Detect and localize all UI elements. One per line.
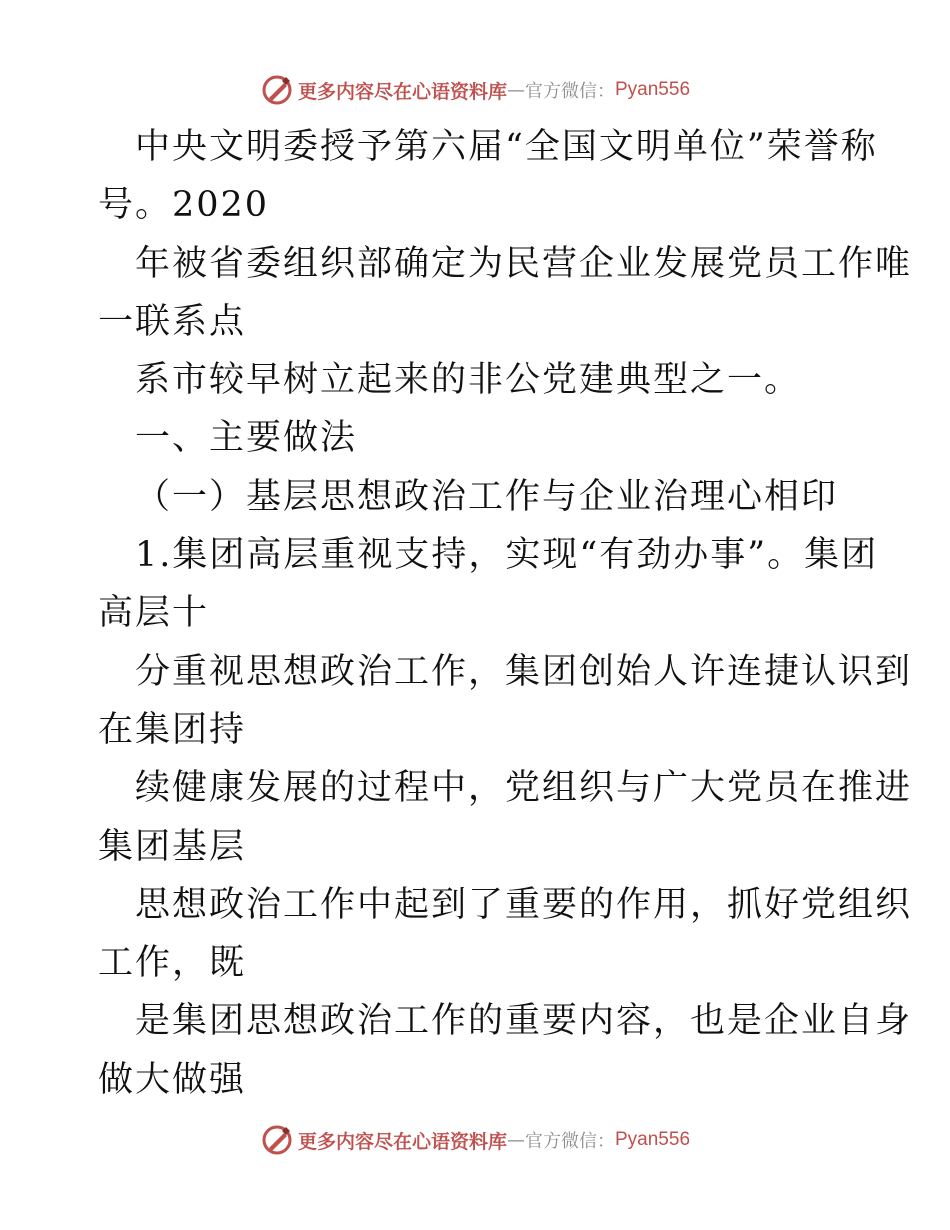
text-line: 工作，既	[98, 943, 247, 984]
banner-main-text: 更多内容尽在心语资料库	[297, 80, 507, 103]
banner-dash: —	[507, 1129, 525, 1151]
section-heading: 一、主要做法	[135, 418, 358, 459]
text-line: 集团基层	[98, 826, 247, 867]
text-line: 中央文明委授予第六届“全国文明单位”荣誉称	[135, 127, 878, 167]
text-line: 号。2020	[98, 185, 270, 226]
banner-wechat-id: Pyan556	[615, 79, 691, 100]
banner-label: 官方微信：	[525, 1131, 615, 1152]
text-line: 做大做强	[98, 1059, 247, 1100]
pen-seal-icon	[260, 1123, 294, 1157]
banner-dash: —	[507, 79, 525, 101]
subsection-heading: （一）基层思想政治工作与企业治理心相印	[135, 476, 839, 517]
text-line: 续健康发展的过程中，党组织与广大党员在推进	[135, 768, 913, 809]
text-line: 一联系点	[98, 301, 247, 342]
banner-wechat-id: Pyan556	[615, 1129, 691, 1150]
header-banner	[0, 70, 950, 110]
text-line: 年被省委组织部确定为民营企业发展党员工作唯	[135, 243, 913, 284]
banner-main-text: 更多内容尽在心语资料库	[297, 1130, 507, 1153]
text-line: 系市较早树立起来的非公党建典型之一。	[135, 360, 802, 401]
text-line: 思想政治工作中起到了重要的作用，抓好党组织	[135, 884, 913, 925]
banner-label: 官方微信：	[525, 81, 615, 102]
text-line: 1.集团高层重视支持，实现“有劲办事”。集团	[135, 535, 879, 576]
text-line: 在集团持	[98, 709, 247, 750]
text-line: 是集团思想政治工作的重要内容，也是企业自身	[135, 1001, 913, 1042]
document-body	[98, 118, 913, 1109]
text-line: 分重视思想政治工作，集团创始人许连捷认识到	[135, 651, 913, 692]
text-line: 高层十	[98, 593, 210, 634]
footer-banner	[0, 1120, 950, 1160]
pen-seal-icon	[260, 73, 294, 107]
